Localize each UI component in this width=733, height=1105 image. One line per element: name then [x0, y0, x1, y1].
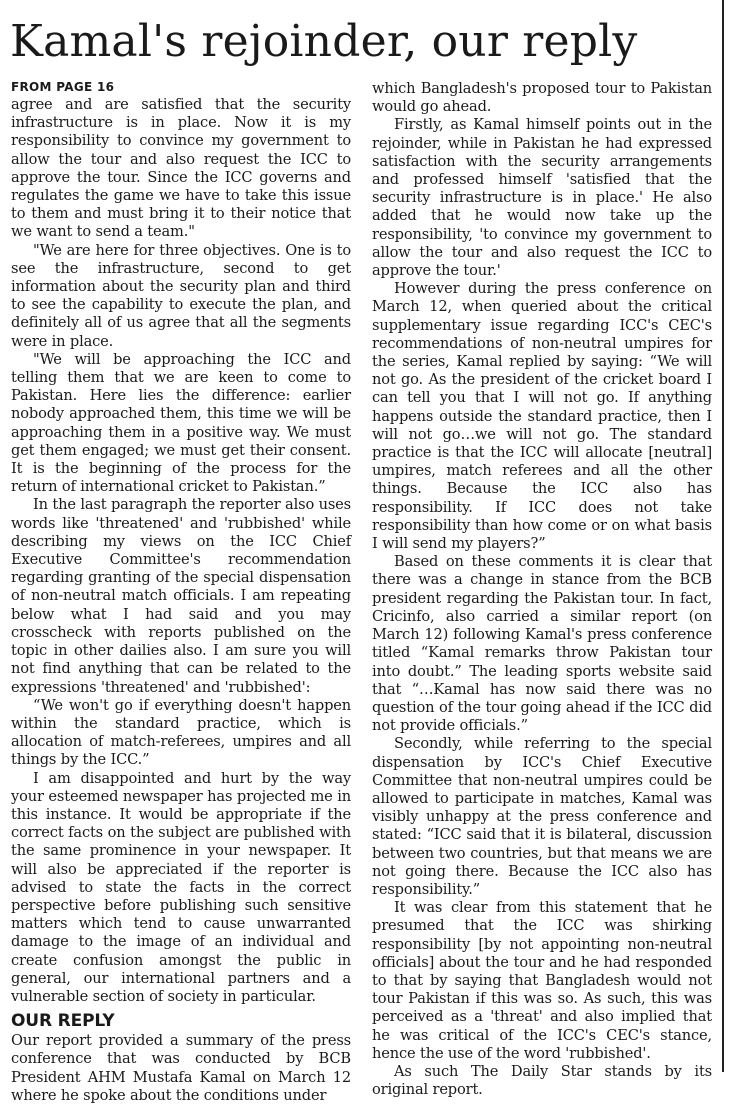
paragraph: However during the press conference on March 12, when queried about the critical supplementary issue regarding ICC's CEC's recommendations of non-neutral umpires for the series, Kamal replied by saying: “We will not go. As the president of the cricket board I can tell you that I will not go. If anything happens outside the standard practice, then I will not go…we will not go. The standard practice is that the ICC will allocate [neutral] umpires, match referees and all the other things. Because the ICC also has responsibility. If ICC does not take responsibility than how come or on what basis I will send my players?” — [372, 280, 712, 553]
paragraph: which Bangladesh's proposed tour to Pakistan would go ahead. — [372, 80, 712, 116]
paragraph: Firstly, as Kamal himself points out in the rejoinder, while in Pakistan he had expressed satisfaction with the security arrangements and professed himself 'satisfied that the security infrastructure is in place.' He also added that he would now take up the responsibility, 'to convince my government to allow the tour and also request the ICC to approve the tour.' — [372, 116, 712, 280]
paragraph: agree and are satisfied that the security infrastructure is in place. Now it is my responsibility to convince my government to allow the tour and also request the ICC to approve the tour. Since the ICC governs and regulates the game we have to take this issue to them and must bring it to their notice that we want to send a team." — [11, 96, 351, 241]
headline: Kamal's rejoinder, our reply — [10, 16, 638, 67]
paragraph: I am disappointed and hurt by the way your esteemed newspaper has projected me in this instance. It would be appropriate if the correct facts on the subject are published with the same prominence in your newspaper. It will also be appreciated if the reporter is advised to state the facts in the correct perspective before publishing such sensitive matters which tend to cause unwarranted damage to the image of an individual and create confusion amongst the public in general, our international partners and a vulnerable section of society in particular. — [11, 769, 351, 1005]
paragraph: "We will be approaching the ICC and telling them that we are keen to come to Pakistan. Here lies the difference: earlier nobody approached them, this time we will be approaching them in a positive way. We must get them engaged; we must get their consent. It is the beginning of the process for the return of international cricket to Pakistan.” — [11, 350, 351, 496]
paragraph: “We won't go if everything doesn't happen within the standard practice, which is allocation of match-referees, umpires and all things by the ICC.” — [11, 696, 351, 769]
paragraph: It was clear from this statement that he presumed that the ICC was shirking responsibility [by not appointing non-neutral officials] about the tour and he had responded to that by saying that Bangladesh would not tour Pakistan if this was so. As such, this was perceived as a 'threat' and also implied that he was critical of the ICC's CEC's stance, hence the use of the word 'rubbished'. — [372, 899, 712, 1062]
paragraph: Based on these comments it is clear that there was a change in stance from the BCB president regarding the Pakistan tour. In fact, Cricinfo, also carried a similar report (on March 12) following Kamal's press conference titled “Kamal remarks throw Pakistan tour into doubt.” The leading sports website said that “…Kamal has now said there was no question of the tour going ahead if the ICC did not provide officials.” — [372, 553, 712, 735]
reply-intro-paragraph: Our report provided a summary of the press conference that was conducted by BCB President AHM Mustafa Kamal on March 12 where he spoke about the conditions under — [11, 1032, 351, 1104]
paragraph: "We are here for three objectives. One is to see the infrastructure, second to get information about the security plan and third to see the capability to execute the plan, and definitely all of us agree that all the segments were in place. — [11, 241, 351, 350]
paragraph: Secondly, while referring to the special dispensation by ICC's Chief Executive Committee that non-neutral umpires could be allowed to participate in matches, Kamal was visibly unhappy at the press conference and stated: “ICC said that it is bilateral, discussion between two countries, but that means we are not going there. Because the ICC also has responsibility.” — [372, 735, 712, 898]
column-divider — [722, 0, 724, 1072]
subhead-our-reply: OUR REPLY — [11, 1011, 115, 1032]
paragraph: As such The Daily Star stands by its original report. — [372, 1062, 712, 1099]
paragraph: In the last paragraph the reporter also uses words like 'threatened' and 'rubbished' while describing my views on the ICC Chief Executive Committee's recommendation regarding granting of the special dispensation of non-neutral match officials. I am repeating below what I had said and you may crosscheck with reports published on the topic in other dailies also. I am sure you will not find anything that can be related to the expressions 'threatened' and 'rubbished': — [11, 496, 351, 696]
from-page-label: FROM PAGE 16 — [11, 80, 115, 94]
right-column — [372, 80, 712, 1099]
left-column — [11, 80, 351, 1105]
